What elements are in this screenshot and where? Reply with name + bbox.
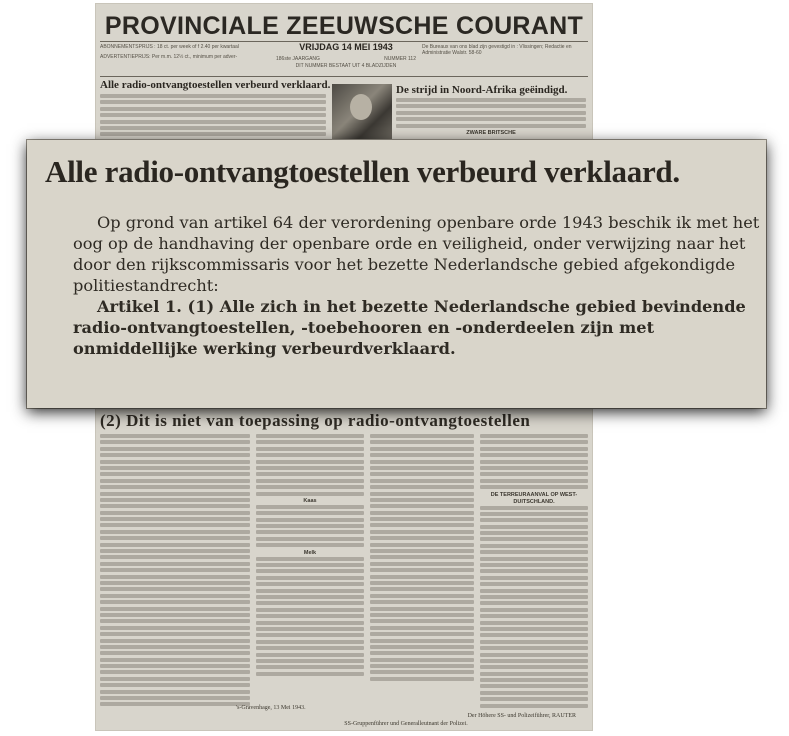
decree-signature: 's-Gravenhage, 13 Mei 1943. Der Höhere SS- und Polizeiführer, RAUTER SS-Gruppenführer und Generalleutnant der Polizei.	[236, 705, 576, 727]
subscription-info: ABONNEMENTSPRIJS : 18 ct. per week of f 2.40 per kwartaal ADVERTENTIEPRIJS: Per m.m. 12½ ct., minimum per adver-	[100, 44, 239, 60]
article-column	[100, 434, 250, 730]
article-column: ZWARE BRITSCHE	[396, 98, 586, 144]
article-paragraph-bold: Artikel 1. (1) Alle zich in het bezette Nederlandsche gebied bevindende radio-ontvangtoestellen, -toebehooren en -onderdeelen zijn met onmiddellijke werking verbeurdverklaard.	[73, 297, 746, 358]
zoomed-headline: Alle radio-ontvangtoestellen verbeurd verklaard.	[45, 154, 680, 189]
article-column	[100, 94, 326, 144]
newspaper-title: PROVINCIALE ZEEUWSCHE COURANT	[104, 12, 584, 40]
article-column	[370, 434, 474, 700]
news-photo	[332, 84, 392, 140]
divider	[100, 76, 588, 77]
article-column: Kaas Melk	[256, 434, 364, 700]
issue-date: VRIJDAG 14 MEI 1943	[299, 42, 393, 52]
article-paragraph: Op grond van artikel 64 der verordening openbare orde 1943 beschik ik met het oog op de handhaving der openbare orde en veiligheid, onder verwijzing naar het door den rijkscommissaris voor het bezette Nederlandsche gebied afgekondigde politiestandrecht:	[73, 213, 760, 295]
pages-note: DIT NUMMER BESTAAT UIT 4 BLADZIJDEN	[295, 63, 397, 69]
article-column: DE TERREURAANVAL OP WEST-DUITSCHLAND.	[480, 434, 588, 730]
issue-meta: 186ste JAARGANG NUMMER 112	[276, 56, 416, 62]
article-headline-right: De strijd in Noord-Afrika geëindigd.	[396, 84, 568, 96]
bureaux-info: De Bureaux van ons blad zijn gevestigd in : Vlissingen; Redactie en Administratie Walstr. 58-60	[422, 44, 572, 56]
zoomed-article-body	[73, 212, 763, 359]
partial-article-line: (2) Dit is niet van toepassing op radio-ontvangtoestellen	[100, 411, 531, 430]
zoomed-article-inset	[27, 140, 766, 408]
article-headline-left: Alle radio-ontvangtoestellen verbeurd verklaard.	[100, 79, 331, 91]
